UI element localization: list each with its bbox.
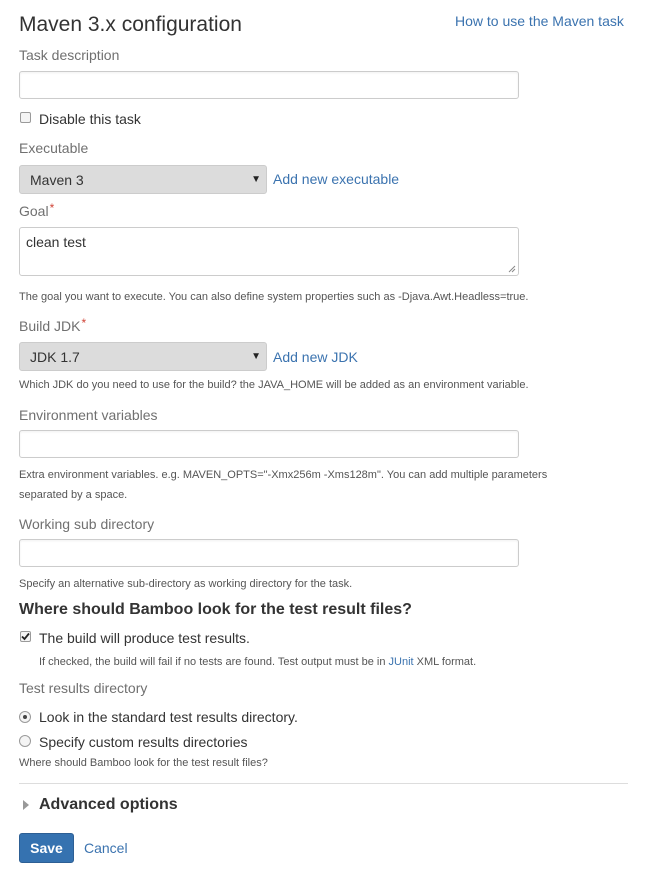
- executable-select[interactable]: [19, 165, 267, 194]
- cancel-link[interactable]: Cancel: [84, 840, 128, 856]
- build-jdk-hint: Which JDK do you need to use for the build? the JAVA_HOME will be added as an environment variable.: [19, 379, 529, 391]
- working-dir-input[interactable]: [19, 539, 519, 567]
- divider: [19, 783, 628, 784]
- radio-standard-dir-label: Look in the standard test results directory.: [39, 709, 298, 725]
- goal-label: [19, 202, 54, 220]
- goal-label-text: Goal: [19, 203, 49, 219]
- radio-custom-dir-label: Specify custom results directories: [39, 734, 248, 750]
- goal-textarea[interactable]: [19, 227, 519, 276]
- radio-selected-dot: [23, 715, 27, 719]
- build-jdk-label: [19, 317, 86, 335]
- env-vars-hint-line2: separated by a space.: [19, 489, 128, 501]
- produce-results-label: The build will produce test results.: [39, 630, 250, 646]
- required-marker: *: [49, 201, 55, 215]
- add-jdk-link[interactable]: Add new JDK: [273, 349, 358, 365]
- produce-results-checkbox[interactable]: [20, 631, 31, 642]
- build-jdk-select-value: JDK 1.7: [30, 349, 80, 365]
- results-dir-label: Test results directory: [19, 680, 148, 696]
- disable-task-checkbox[interactable]: [20, 112, 31, 123]
- task-description-input[interactable]: [19, 71, 519, 99]
- dropdown-arrow-icon: ▼: [251, 174, 261, 185]
- checkmark-icon: [20, 631, 31, 642]
- junit-link[interactable]: JUnit: [388, 656, 414, 668]
- produce-hint-suffix: XML format.: [413, 656, 477, 668]
- working-dir-label: Working sub directory: [19, 516, 155, 532]
- env-vars-hint-line1: Extra environment variables. e.g. MAVEN_OPTS="-Xmx256m -Xms128m". You can add multiple parameters: [19, 469, 548, 481]
- working-dir-hint: Specify an alternative sub-directory as working directory for the task.: [19, 578, 353, 590]
- test-results-heading: Where should Bamboo look for the test result files?: [19, 601, 412, 618]
- produce-results-hint: [39, 652, 476, 672]
- goal-textarea-value: clean test: [26, 234, 86, 250]
- build-jdk-label-text: Build JDK: [19, 318, 81, 334]
- resize-grip-icon[interactable]: [508, 265, 516, 273]
- env-vars-label: Environment variables: [19, 407, 158, 423]
- add-executable-link[interactable]: Add new executable: [273, 171, 400, 187]
- executable-select-value: Maven 3: [30, 172, 84, 188]
- help-link[interactable]: How to use the Maven task: [455, 13, 624, 29]
- radio-custom-dir[interactable]: [19, 735, 31, 747]
- required-marker: *: [81, 316, 87, 330]
- executable-label: Executable: [19, 140, 89, 156]
- goal-hint: The goal you want to execute. You can also define system properties such as -Djava.Awt.Headless=true.: [19, 291, 529, 303]
- expand-triangle-icon[interactable]: [23, 800, 29, 810]
- task-description-label: Task description: [19, 47, 120, 63]
- radio-standard-dir[interactable]: [19, 711, 31, 723]
- build-jdk-select[interactable]: [19, 342, 267, 371]
- page-title: Maven 3.x configuration: [19, 13, 242, 36]
- disable-task-label: Disable this task: [39, 111, 141, 127]
- dropdown-arrow-icon: ▼: [251, 351, 261, 362]
- results-dir-hint: Where should Bamboo look for the test result files?: [19, 757, 268, 769]
- env-vars-input[interactable]: [19, 430, 519, 458]
- save-button[interactable]: Save: [19, 833, 74, 863]
- produce-hint-prefix: If checked, the build will fail if no tests are found. Test output must be in: [39, 656, 389, 668]
- advanced-options-toggle[interactable]: Advanced options: [39, 796, 178, 813]
